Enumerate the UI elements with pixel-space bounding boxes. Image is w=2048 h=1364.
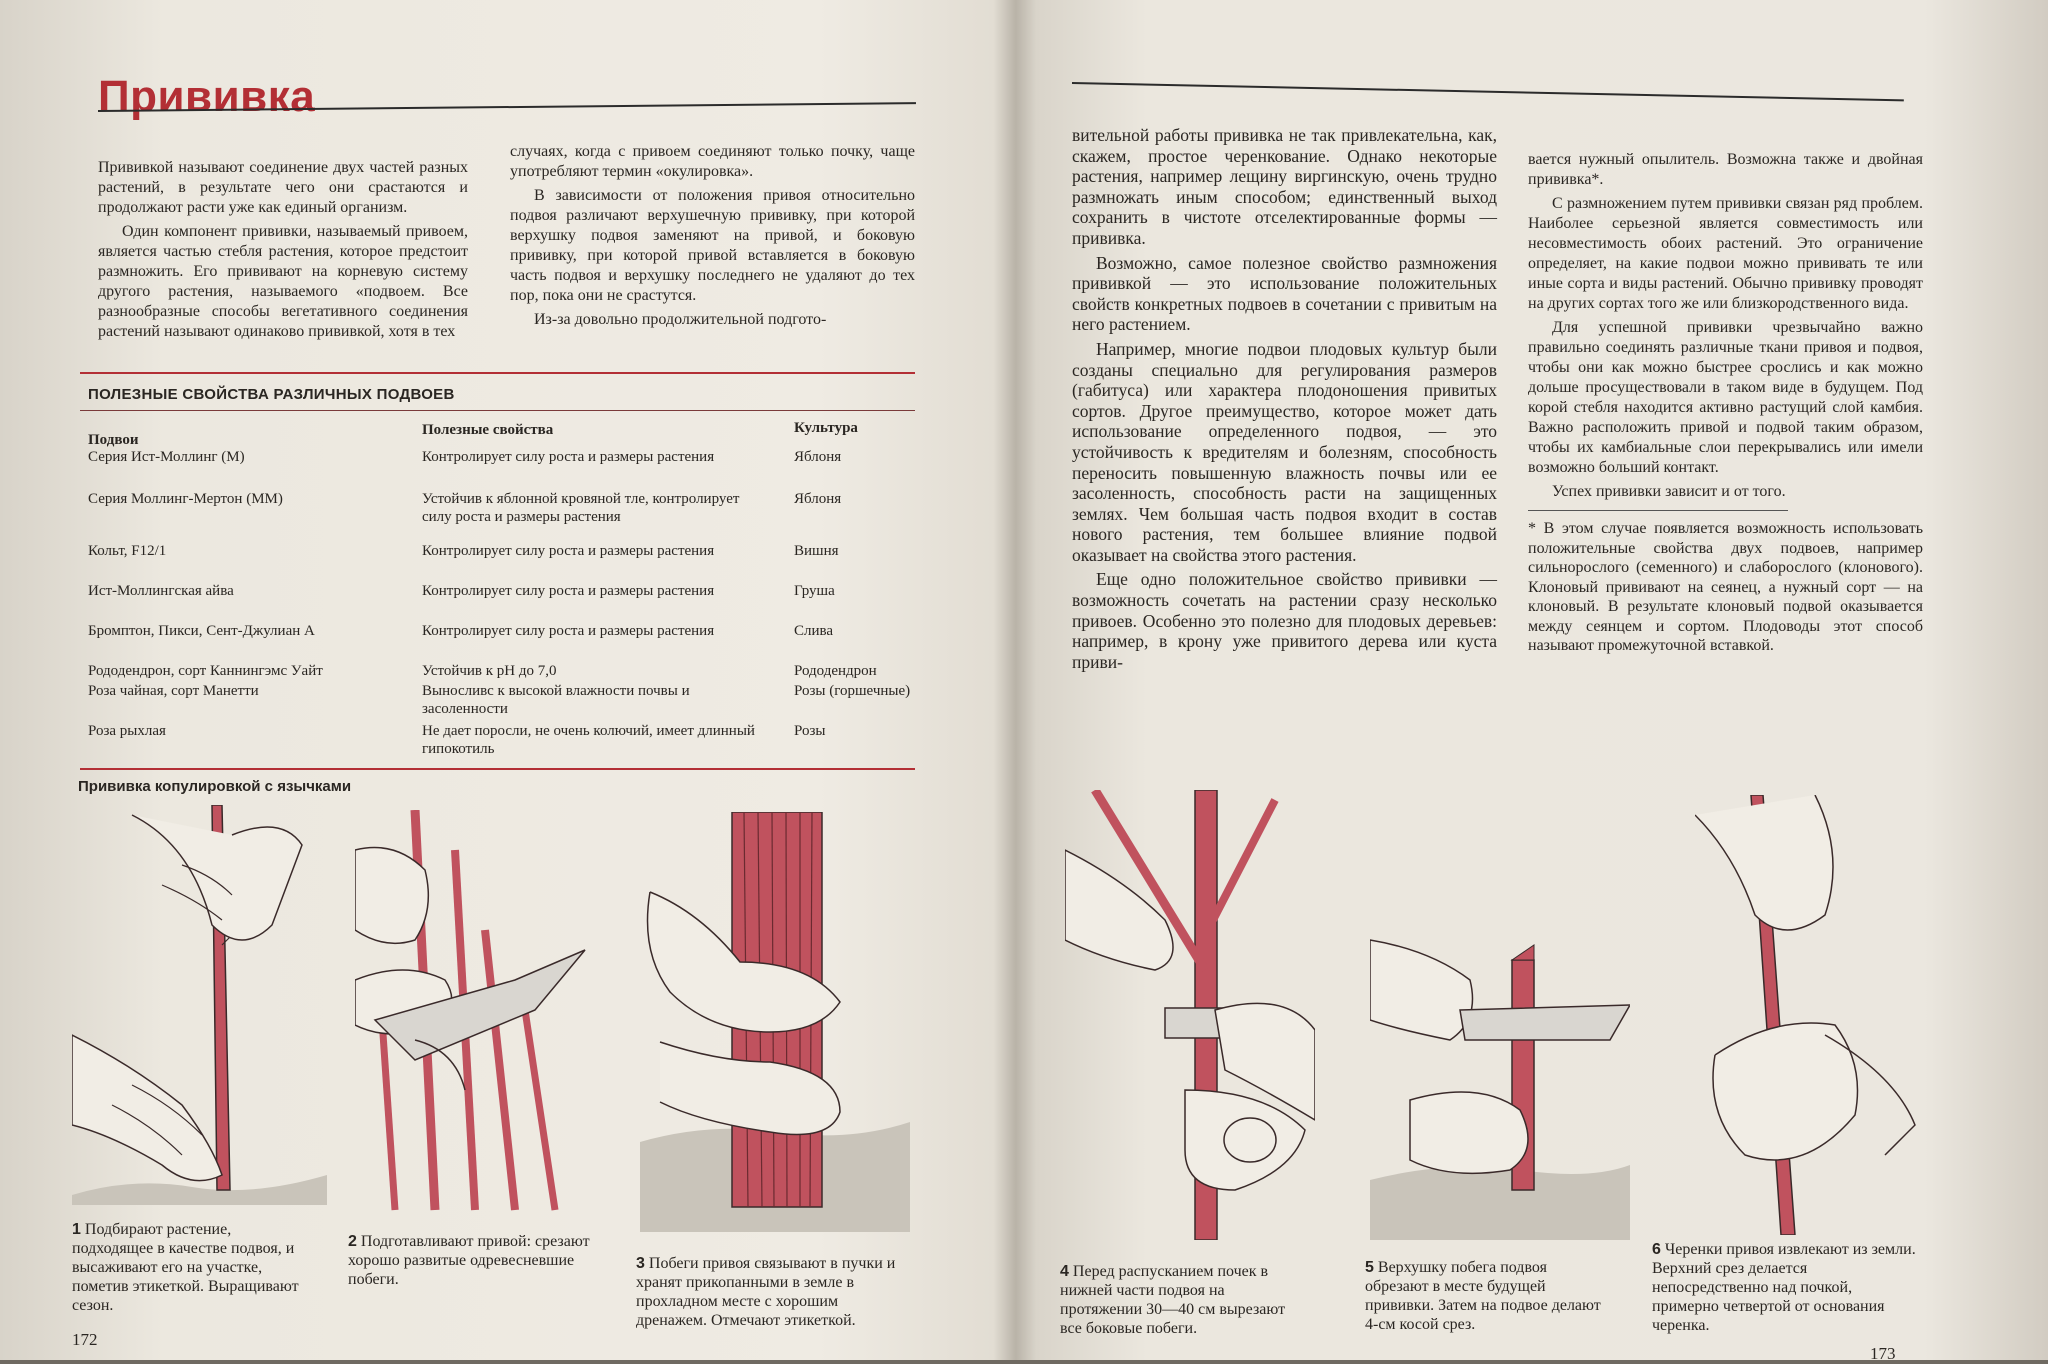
caption-number: 4 <box>1060 1263 1069 1280</box>
illustration-1 <box>72 805 327 1205</box>
table-cell-rootstock: Серия Моллинг-Мертон (ММ) <box>88 491 283 507</box>
caption-text: Верхушку побега подвоя обрезают в месте будущей прививки. Затем на подвое делают 4-см косой срез. <box>1365 1259 1601 1333</box>
caption-number: 3 <box>636 1255 645 1272</box>
table-cell-crop: Слива <box>794 623 834 639</box>
table-cell-property: Контролирует силу роста и размеры растения <box>422 623 715 639</box>
table-cell-property: Контролирует силу роста и размеры растения <box>422 449 715 465</box>
table-cell-crop: Вишня <box>794 543 839 559</box>
table-cell-crop: Груша <box>794 583 835 599</box>
table-top-rule <box>80 372 915 374</box>
paragraph: С размножением путем прививки связан ряд проблем. Наиболее серьезной является совместимость или несовместимость обоих растений. Это ограничение определяет, на какие подвои можно прививать те или иные сорта и виды растений. Обычно прививку проводят на других сортах того же или близкородственного вида. <box>1528 195 1923 312</box>
footnote: * В этом случае появляется возможность использовать положительные свойства двух подвоев, например сильнорослого (семенного) и слаборослого (клонового). Клоновый прививают на сеянец, а нужный сорт — на клоновый. В результате клоновый подвой оказывается между сеянцем и сортом. Плодоводы этот способ называют промежуточной вставкой. <box>1528 520 1923 654</box>
left-column-2 <box>510 142 915 334</box>
paragraph: Прививкой называют соединение двух частей разных растений, в результате чего они срастаются и продолжают расти уже как единый организм. <box>98 159 468 216</box>
paragraph: В зависимости от положения привоя относительно подвоя различают верхушечную прививку, при которой верхушку подвоя заменяют на привой, и боковую прививку, при которой привой вставляется в боковую часть подвоя и верхушку последнего не удаляют до тех пор, пока они не срастутся. <box>510 187 915 304</box>
caption-number: 1 <box>72 1221 81 1238</box>
table-bottom-rule <box>80 768 915 770</box>
illustration-4 <box>1065 790 1315 1240</box>
table-cell-crop: Рододендрон <box>794 663 877 679</box>
caption-text: Перед распусканием почек в нижней части подвоя на протяжении 30—40 см вырезают все боковые побеги. <box>1060 1263 1286 1337</box>
top-rule <box>1072 82 1904 101</box>
table-cell-crop: Розы <box>794 723 826 739</box>
table-header-crop: Культура <box>794 420 858 436</box>
right-column-1 <box>1072 125 1497 676</box>
caption-number: 6 <box>1652 1241 1661 1258</box>
table-cell-rootstock: Серия Ист-Моллинг (М) <box>88 449 245 465</box>
table-cell-property: Не дает поросли, не очень колючий, имеет длинный гипокотиль <box>422 723 755 757</box>
footnote-rule <box>1528 510 1788 511</box>
caption-number: 2 <box>348 1233 357 1250</box>
paragraph: Из-за довольно продолжительной подгото- <box>534 311 827 328</box>
page-number: 173 <box>1870 1344 1896 1363</box>
illustration-6 <box>1695 795 1925 1235</box>
figure-title: Прививка копулировкой с язычками <box>78 778 352 795</box>
illustration-3 <box>640 812 910 1232</box>
table-cell-rootstock: Кольт, F12/1 <box>88 543 167 559</box>
table-cell-property: Устойчив к pH до 7,0 <box>422 663 557 679</box>
right-column-2 <box>1528 150 1923 656</box>
illustration-5 <box>1370 930 1630 1240</box>
caption-1 <box>72 1220 307 1315</box>
paragraph: Для успешной прививки чрезвычайно важно правильно соединять различные ткани привоя и подвоя, чтобы они как можно быстрее срослись и как можно дольше просуществовали в таком виде в будущем. Под корой стебля находится активно растущий слой камбия. Важно расположить привой и подвой таким образом, чтобы их камбиальные слои перекрывались или имели возможно больший контакт. <box>1528 319 1923 476</box>
table-header-property: Полезные свойства <box>422 422 554 438</box>
table-header-rule <box>80 410 915 411</box>
paragraph: Возможно, самое полезное свойство размножения прививкой — это использование положительных свойств конкретных подвоев в сочетании с привитым на него растением. <box>1072 252 1497 335</box>
caption-4 <box>1060 1262 1310 1338</box>
left-column-1 <box>98 158 468 346</box>
table-cell-property: Устойчив к яблонной кровяной тле, контролирует силу роста и размеры растения <box>422 491 740 525</box>
table-cell-rootstock: Роза чайная, сорт Манетти <box>88 683 259 699</box>
caption-text: Черенки привоя извлекают из земли. Верхний срез делается непосредственно над почкой, примерно четвертой от основания черенка. <box>1652 1241 1916 1334</box>
caption-3 <box>636 1254 901 1330</box>
table-cell-crop: Яблоня <box>794 449 842 465</box>
page-number: 172 <box>72 1330 98 1349</box>
table-cell-property: Выносливс к высокой влажности почвы и засоленности <box>422 683 690 717</box>
left-page <box>0 0 1005 1360</box>
paragraph: случаях, когда с привоем соединяют только почку, чаще употребляют термин «окулировка». <box>510 143 915 180</box>
paragraph: вительной работы прививка не так привлекательна, как, скажем, простое черенкование. Однако некоторые растения, например лещину виргинскую, очень трудно размножать иным способом; единственный выход сохранить в чистоте отселектированные формы — прививка. <box>1072 125 1497 248</box>
table-cell-crop: Яблоня <box>794 491 842 507</box>
table-cell-crop: Розы (горшечные) <box>794 683 911 699</box>
caption-5 <box>1365 1258 1610 1334</box>
caption-2 <box>348 1232 593 1289</box>
paragraph: Успех прививки зависит и от того. <box>1552 483 1786 500</box>
table-cell-rootstock: Роза рыхлая <box>88 723 166 739</box>
caption-text: Подготавливают привой: срезают хорошо развитые одревесневшие побеги. <box>348 1233 590 1288</box>
table-cell-rootstock: Бромптон, Пикси, Сент-Джулиан А <box>88 623 315 639</box>
table-title: ПОЛЕЗНЫЕ СВОЙСТВА РАЗЛИЧНЫХ ПОДВОЕВ <box>88 386 455 403</box>
page-title: Прививка <box>98 72 316 121</box>
table-cell-property: Контролирует силу роста и размеры растения <box>422 543 715 559</box>
table-cell-rootstock: Ист-Моллингская айва <box>88 583 234 599</box>
illustration-2 <box>355 810 610 1230</box>
paragraph: Еще одно положительное свойство прививки — возможность сочетать на растении сразу несколько привоев. Особенно это полезно для плодовых деревьев: например, в крону уже привитого дерева или куста приви- <box>1072 569 1497 672</box>
paragraph: Например, многие подвои плодовых культур были созданы специально для регулирования размеров (габитуса) или характера плодоношения привитых сортов. Другое преимущество, которое может дать использование определенного подвоя, — это устойчивость к вредителям и болезням, способность переносить повышенную влажность почвы или ее засоленность, способность расти на защищенных землях. Чем большая часть подвоя входит в состав нового растения, тем большее влияние подвой оказывает на свойства этого растения. <box>1072 338 1497 565</box>
caption-number: 5 <box>1365 1259 1374 1276</box>
paragraph: Один компонент прививки, называемый привоем, является частью стебля растения, которое предстоит размножить. Его прививают на корневую систему другого растения, называемого «подвоем. Все разнообразные способы вегетативного соединения растений называют одинаково прививкой, хотя в тех <box>98 223 468 340</box>
right-page <box>1010 0 2048 1363</box>
table-cell-rootstock: Рододендрон, сорт Каннингэмс Уайт <box>88 663 323 679</box>
caption-text: Подбирают растение, подходящее в качестве подвоя, и высаживают его на участке, пометив этикеткой. Выращивают сезон. <box>72 1221 299 1314</box>
caption-text: Побеги привоя связывают в пучки и хранят прикопанными в земле в прохладном месте с хорошим дренажем. Отмечают этикеткой. <box>636 1255 896 1329</box>
caption-6 <box>1652 1240 1922 1335</box>
table-cell-property: Контролирует силу роста и размеры растения <box>422 583 715 599</box>
paragraph: вается нужный опылитель. Возможна также и двойная прививка*. <box>1528 151 1923 188</box>
table-header-rootstock: Подвои <box>88 432 139 448</box>
